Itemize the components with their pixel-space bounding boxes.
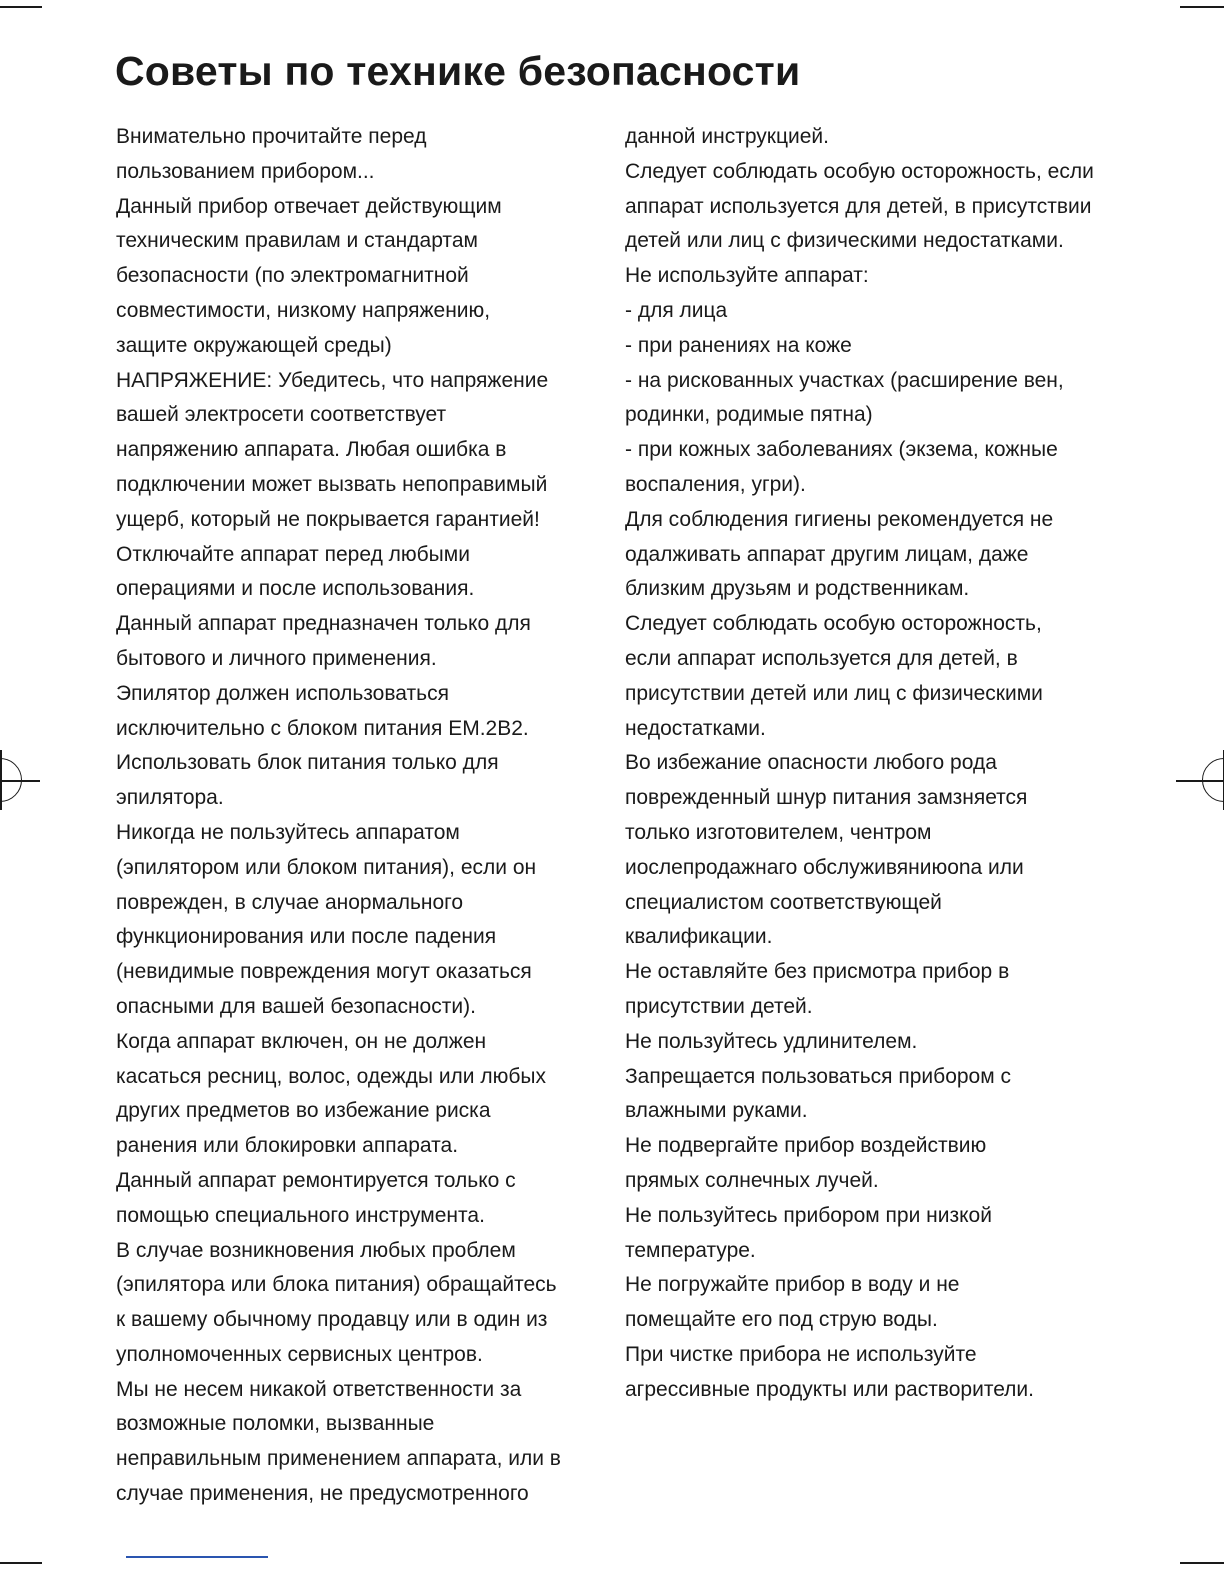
text-line: (эпилятора или блока питания) обращайтесь (116, 1273, 557, 1297)
text-line: операциями и после использования. (116, 577, 475, 601)
text-line: функционирования или после падения (116, 925, 497, 949)
right-column (625, 120, 1125, 1407)
text-line: одалживать аппарат другим лицам, даже (625, 542, 1029, 566)
text-line: Запрещается пользоваться прибором с (625, 1064, 1011, 1088)
text-line: - для лица (625, 298, 728, 322)
left-column (116, 120, 606, 1512)
text-line: помещайте его под струю воды. (625, 1308, 938, 1332)
text-line: Никогда не пользуйтесь аппаратом (116, 820, 460, 844)
text-line: Для соблюдения гигиены рекомендуется не (625, 507, 1054, 531)
text-line: Во избежание опасности любого рода (625, 751, 997, 775)
text-line: Отключайте аппарат перед любыми (116, 542, 470, 566)
page-title: Советы по технике безопасности (115, 48, 801, 94)
text-line: НАПРЯЖЕНИЕ: Убедитесь, что напряжение (116, 368, 549, 392)
text-line: напряжению аппарата. Любая ошибка в (116, 438, 507, 462)
text-line: неправильным применением аппарата, или в (116, 1447, 561, 1471)
text-line: Не подвергайте прибор воздействию (625, 1134, 987, 1158)
text-line: защите окружающей среды) (116, 333, 392, 357)
text-line: только изготовителем, чентром (625, 820, 932, 844)
text-line: безопасности (по электромагнитной (116, 264, 469, 288)
text-line: Использовать блок питания только для (116, 751, 499, 775)
text-line: - на рискованных участках (расширение вен, (625, 368, 1064, 392)
crop-mark-top-right (1180, 6, 1224, 8)
text-line: недостатками. (625, 716, 766, 740)
text-line: Следует соблюдать особую осторожность, (625, 612, 1042, 636)
crop-mark-bottom-left (0, 1562, 42, 1564)
text-line: Эпилятор должен использоваться (116, 681, 449, 705)
text-line: Не пользуйтесь удлинителем. (625, 1029, 918, 1053)
text-line: совместимости, низкому напряжению, (116, 298, 491, 322)
text-line: Не погружайте прибор в воду и не (625, 1273, 960, 1297)
text-line: Данный прибор отвечает действующим (116, 194, 502, 218)
footer-rule (126, 1556, 268, 1558)
text-line: Не используйте аппарат: (625, 264, 869, 288)
text-line: Данный аппарат ремонтируется только с (116, 1168, 516, 1192)
text-line: Не оставляйте без присмотра прибор в (625, 960, 1010, 984)
text-line: Внимательно прочитайте перед (116, 125, 427, 148)
text-line: близким друзьям и родственникам. (625, 577, 970, 601)
text-line: к вашему обычному продавцу или в один из (116, 1308, 548, 1332)
text-line: уполномоченных сервисных центров. (116, 1342, 483, 1366)
text-line: родинки, родимые пятна) (625, 403, 873, 427)
text-line: При чистке прибора не используйте (625, 1342, 977, 1366)
text-line: температуре. (625, 1238, 756, 1262)
text-line: - при кожных заболеваниях (экзема, кожные (625, 438, 1058, 462)
text-line: вашей электросети соответствует (116, 403, 447, 427)
text-line: других предметов во избежание риска (116, 1099, 491, 1123)
text-line: если аппарат используется для детей, в (625, 646, 1018, 670)
text-line: воспаления, угри). (625, 472, 806, 496)
text-line: ранения или блокировки аппарата. (116, 1134, 459, 1158)
text-line: Мы не несем никакой ответственности за (116, 1377, 522, 1401)
text-line: опасными для вашей безопасности). (116, 994, 476, 1018)
text-line: Следует соблюдать особую осторожность, если (625, 159, 1094, 183)
text-line: техническим правилам и стандартам (116, 229, 478, 253)
text-line: поврежденный шнур питания замзняется (625, 786, 1028, 810)
text-line: Данный аппарат предназначен только для (116, 612, 531, 636)
text-line: Когда аппарат включен, он не должен (116, 1029, 487, 1053)
text-line: аппарат используется для детей, в присутствии (625, 194, 1092, 218)
text-line: (невидимые повреждения могут оказаться (116, 960, 532, 984)
text-line: исключительно с блоком питания EM.2B2. (116, 716, 529, 740)
text-line: Не пользуйтесь прибором при низкой (625, 1203, 992, 1227)
text-line: детей или лиц с физическими недостатками. (625, 229, 1064, 253)
text-line: возможные поломки, вызванные (116, 1412, 435, 1436)
text-line: ущерб, который не покрывается гарантией! (116, 507, 540, 531)
text-line: присутствии детей или лиц с физическими (625, 681, 1043, 705)
text-line: данной инструкцией. (625, 125, 829, 148)
text-line: влажными руками. (625, 1099, 808, 1123)
text-line: случае применения, не предусмотренного (116, 1482, 529, 1506)
text-line: В случае возникновения любых проблем (116, 1238, 516, 1262)
crop-mark-top-left (0, 6, 42, 8)
text-line: специалистом соответствующей (625, 890, 942, 914)
text-line: - при ранениях на коже (625, 333, 852, 357)
crop-mark-bottom-right (1180, 1562, 1224, 1564)
text-line: эпилятора. (116, 786, 224, 810)
text-line: квалификации. (625, 925, 773, 949)
text-line: прямых солнечных лучей. (625, 1168, 879, 1192)
text-line: касаться ресниц, волос, одежды или любых (116, 1064, 546, 1088)
text-line: иослепродажнаго обслуживяниюona или (625, 855, 1024, 879)
text-line: подключении может вызвать непоправимый (116, 472, 548, 496)
text-line: бытового и личного применения. (116, 646, 437, 670)
text-line: поврежден, в случае анормального (116, 890, 464, 914)
text-line: присутствии детей. (625, 994, 813, 1018)
text-line: пользованием прибором... (116, 159, 375, 183)
text-line: агрессивные продукты или растворители. (625, 1377, 1034, 1401)
text-line: помощью специального инструмента. (116, 1203, 485, 1227)
text-line: (эпилятором или блоком питания), если он (116, 855, 537, 879)
